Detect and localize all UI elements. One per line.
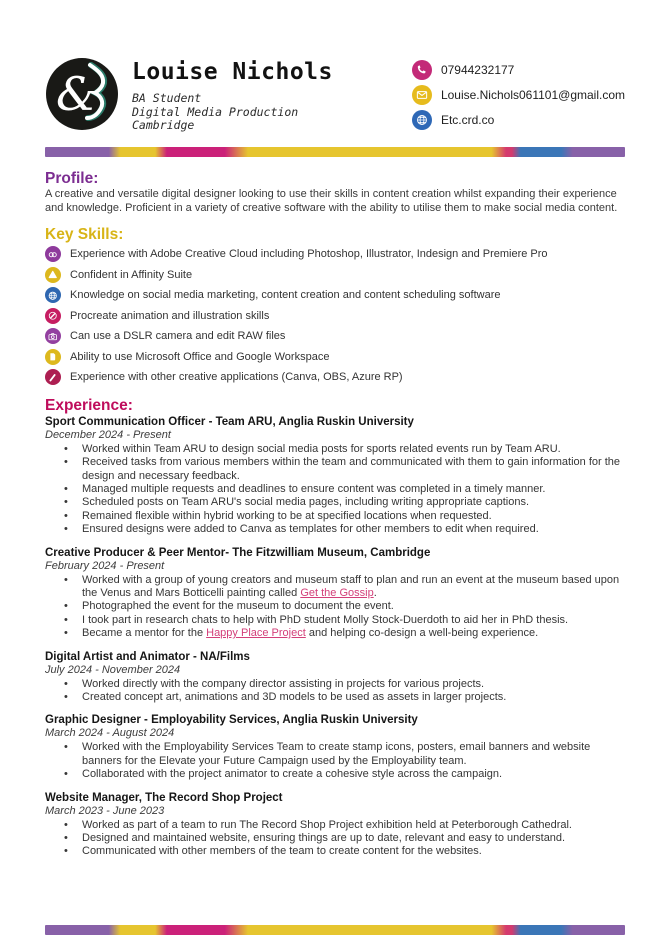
person-subtitle [132, 92, 333, 133]
bullet-text: Worked with a group of young creators and museum staff to plan and run an event at the museum based upon the Venus and Mars Botticelli painting called Get the Gossip. [82, 573, 620, 599]
skill-text: Procreate animation and illustration skills [70, 309, 270, 322]
bullet-item [45, 845, 625, 858]
globe-icon [45, 287, 61, 303]
bullet-item [45, 574, 625, 601]
skill-item [45, 306, 625, 327]
contact-text: Louise.Nichols061101@gmail.com [440, 88, 625, 102]
bullet-item [45, 600, 625, 613]
profile-heading: Profile: [45, 170, 99, 187]
bullet-glyph: • [64, 573, 68, 586]
bullet-text: Communicated with other members of the team to create content for the websites. [82, 845, 482, 858]
brush-icon [45, 369, 61, 385]
decorative-divider-bar-top [45, 147, 625, 157]
key-skills-list [45, 244, 625, 388]
job-dates: December 2024 - Present [45, 428, 171, 441]
bullet-glyph: • [64, 690, 68, 703]
subtitle-line-3: Cambridge [132, 118, 195, 132]
decorative-divider-bar-bottom [45, 925, 625, 935]
bullet-text: Photographed the event for the museum to document the event. [82, 600, 394, 613]
job-title: Digital Artist and Animator - NA/Films [45, 650, 250, 663]
job-entry [45, 415, 625, 537]
camera-icon [45, 328, 61, 344]
contact-row [412, 60, 625, 80]
bullet-text: Designed and maintained website, ensuring things are up to date, relevant and easy to understand. [82, 832, 566, 844]
bullet-text: Worked within Team ARU to design social media posts for sports related events run by Team ARU. [82, 442, 561, 455]
bullet-glyph: • [64, 456, 68, 469]
contact-row [412, 85, 625, 105]
bullet-text: Worked as part of a team to run The Record Shop Project exhibition held at Peterborough Cathedral. [82, 818, 572, 831]
skill-item [45, 244, 625, 265]
bullet-text: Ensured designs were added to Canva as templates for other members to edit when required. [82, 523, 539, 536]
bullet-item [45, 768, 625, 781]
bullet-item [45, 832, 625, 845]
cv-header [45, 57, 625, 133]
bullet-glyph: • [64, 613, 68, 626]
skill-item [45, 347, 625, 368]
bullet-text: Became a mentor for the Happy Place Project and helping co-design a well-being experience. [82, 627, 539, 640]
bullet-text: Collaborated with the project animator to create a cohesive style across the campaign. [82, 768, 503, 781]
bullet-glyph: • [64, 832, 68, 844]
experience-list [45, 415, 625, 859]
bullet-item [45, 691, 625, 704]
bullet-glyph: • [64, 600, 68, 613]
globe-icon [412, 110, 432, 130]
bullet-item [45, 496, 625, 509]
person-name: Louise Nichols [132, 59, 333, 85]
bullet-item [45, 678, 625, 691]
profile-text: A creative and versatile digital designer looking to use their skills in content creation whilst expanding their experience and knowledge. Proficient in a variety of creative software with the ability to utilise them to make social media content. [45, 188, 618, 214]
document-icon [45, 349, 61, 365]
bullet-glyph: • [64, 509, 68, 522]
skill-text: Confident in Affinity Suite [70, 268, 193, 281]
identity-block [132, 57, 333, 133]
skill-text: Experience with Adobe Creative Cloud including Photoshop, Illustrator, Indesign and Premiere Pro [70, 248, 548, 261]
experience-link[interactable]: Happy Place Project [206, 627, 306, 640]
bullet-item [45, 443, 625, 456]
job-title: Website Manager, The Record Shop Project [45, 791, 283, 804]
bullet-text: Received tasks from various members within the team and communicated with them to gain information for the design and necessary feedback. [82, 456, 621, 482]
bullet-glyph: • [64, 768, 68, 781]
job-dates: March 2023 - June 2023 [45, 804, 165, 817]
bullet-glyph: • [64, 818, 68, 831]
experience-heading: Experience: [45, 396, 133, 414]
bullet-item [45, 627, 625, 640]
skill-text: Experience with other creative applications (Canva, OBS, Azure RP) [70, 371, 403, 384]
bullet-glyph: • [64, 442, 68, 455]
bullet-text: Scheduled posts on Team ARU's social media pages, including writing appropriate captions. [82, 496, 530, 509]
personal-logo [45, 57, 119, 131]
skill-item [45, 285, 625, 306]
bullet-glyph: • [64, 482, 68, 495]
bullet-item [45, 523, 625, 536]
experience-link[interactable]: Get the Gossip [300, 586, 374, 599]
bullet-text: Managed multiple requests and deadlines to ensure content was completed in a timely manner. [82, 482, 546, 495]
job-entry [45, 650, 625, 705]
bullet-text: Remained flexible within hybrid working to be at specified locations when requested. [82, 509, 492, 522]
job-title: Graphic Designer - Employability Services, Anglia Ruskin University [45, 714, 418, 727]
job-entry [45, 713, 625, 781]
bullet-text: Worked with the Employability Services Team to create stamp icons, posters, email banners and website banners for the Elevate your Future Campaign used by the Employability team. [82, 741, 591, 767]
phone-icon [412, 60, 432, 80]
bullet-text: I took part in research chats to help with PhD student Molly Stock-Duerdoth to aid her in PhD thesis. [82, 613, 569, 626]
job-entry [45, 791, 625, 859]
skill-text: Knowledge on social media marketing, content creation and content scheduling software [70, 289, 501, 302]
contact-list [412, 57, 625, 130]
bullet-text: Worked directly with the company director assisting in projects for various projects. [82, 677, 485, 690]
bullet-item [45, 741, 625, 768]
job-title: Creative Producer & Peer Mentor- The Fitzwilliam Museum, Cambridge [45, 546, 431, 559]
contact-text: 07944232177 [440, 63, 515, 77]
skill-text: Can use a DSLR camera and edit RAW files [70, 330, 286, 343]
email-icon [412, 85, 432, 105]
bullet-glyph: • [64, 677, 68, 690]
procreate-icon [45, 308, 61, 324]
bullet-glyph: • [64, 845, 68, 858]
job-title: Sport Communication Officer - Team ARU, Anglia Ruskin University [45, 415, 414, 428]
contact-row [412, 110, 625, 130]
bullet-item [45, 456, 625, 483]
bullet-item [45, 614, 625, 627]
affinity-icon [45, 267, 61, 283]
skill-item [45, 265, 625, 286]
skill-text: Ability to use Microsoft Office and Google Workspace [70, 350, 330, 363]
bullet-glyph: • [64, 741, 68, 754]
adobe-creative-cloud-icon [45, 246, 61, 262]
bullet-item [45, 819, 625, 832]
job-dates: February 2024 - Present [45, 559, 165, 572]
bullet-glyph: • [64, 496, 68, 509]
job-dates: March 2024 - August 2024 [45, 727, 175, 740]
job-entry [45, 546, 625, 641]
ampersand-logo-icon [45, 57, 119, 131]
key-skills-heading: Key Skills: [45, 226, 124, 244]
bullet-glyph: • [64, 627, 68, 640]
contact-text: Etc.crd.co [440, 113, 495, 127]
bullet-text: Created concept art, animations and 3D models to be used as assets in larger projects. [82, 690, 507, 703]
subtitle-line-1: BA Student [132, 91, 202, 105]
skill-item [45, 326, 625, 347]
bullet-item [45, 510, 625, 523]
bullet-item [45, 483, 625, 496]
bullet-glyph: • [64, 523, 68, 536]
subtitle-line-2: Digital Media Production [132, 104, 299, 119]
job-dates: July 2024 - November 2024 [45, 663, 181, 676]
skill-item [45, 367, 625, 388]
svg-text:&: & [56, 67, 97, 121]
